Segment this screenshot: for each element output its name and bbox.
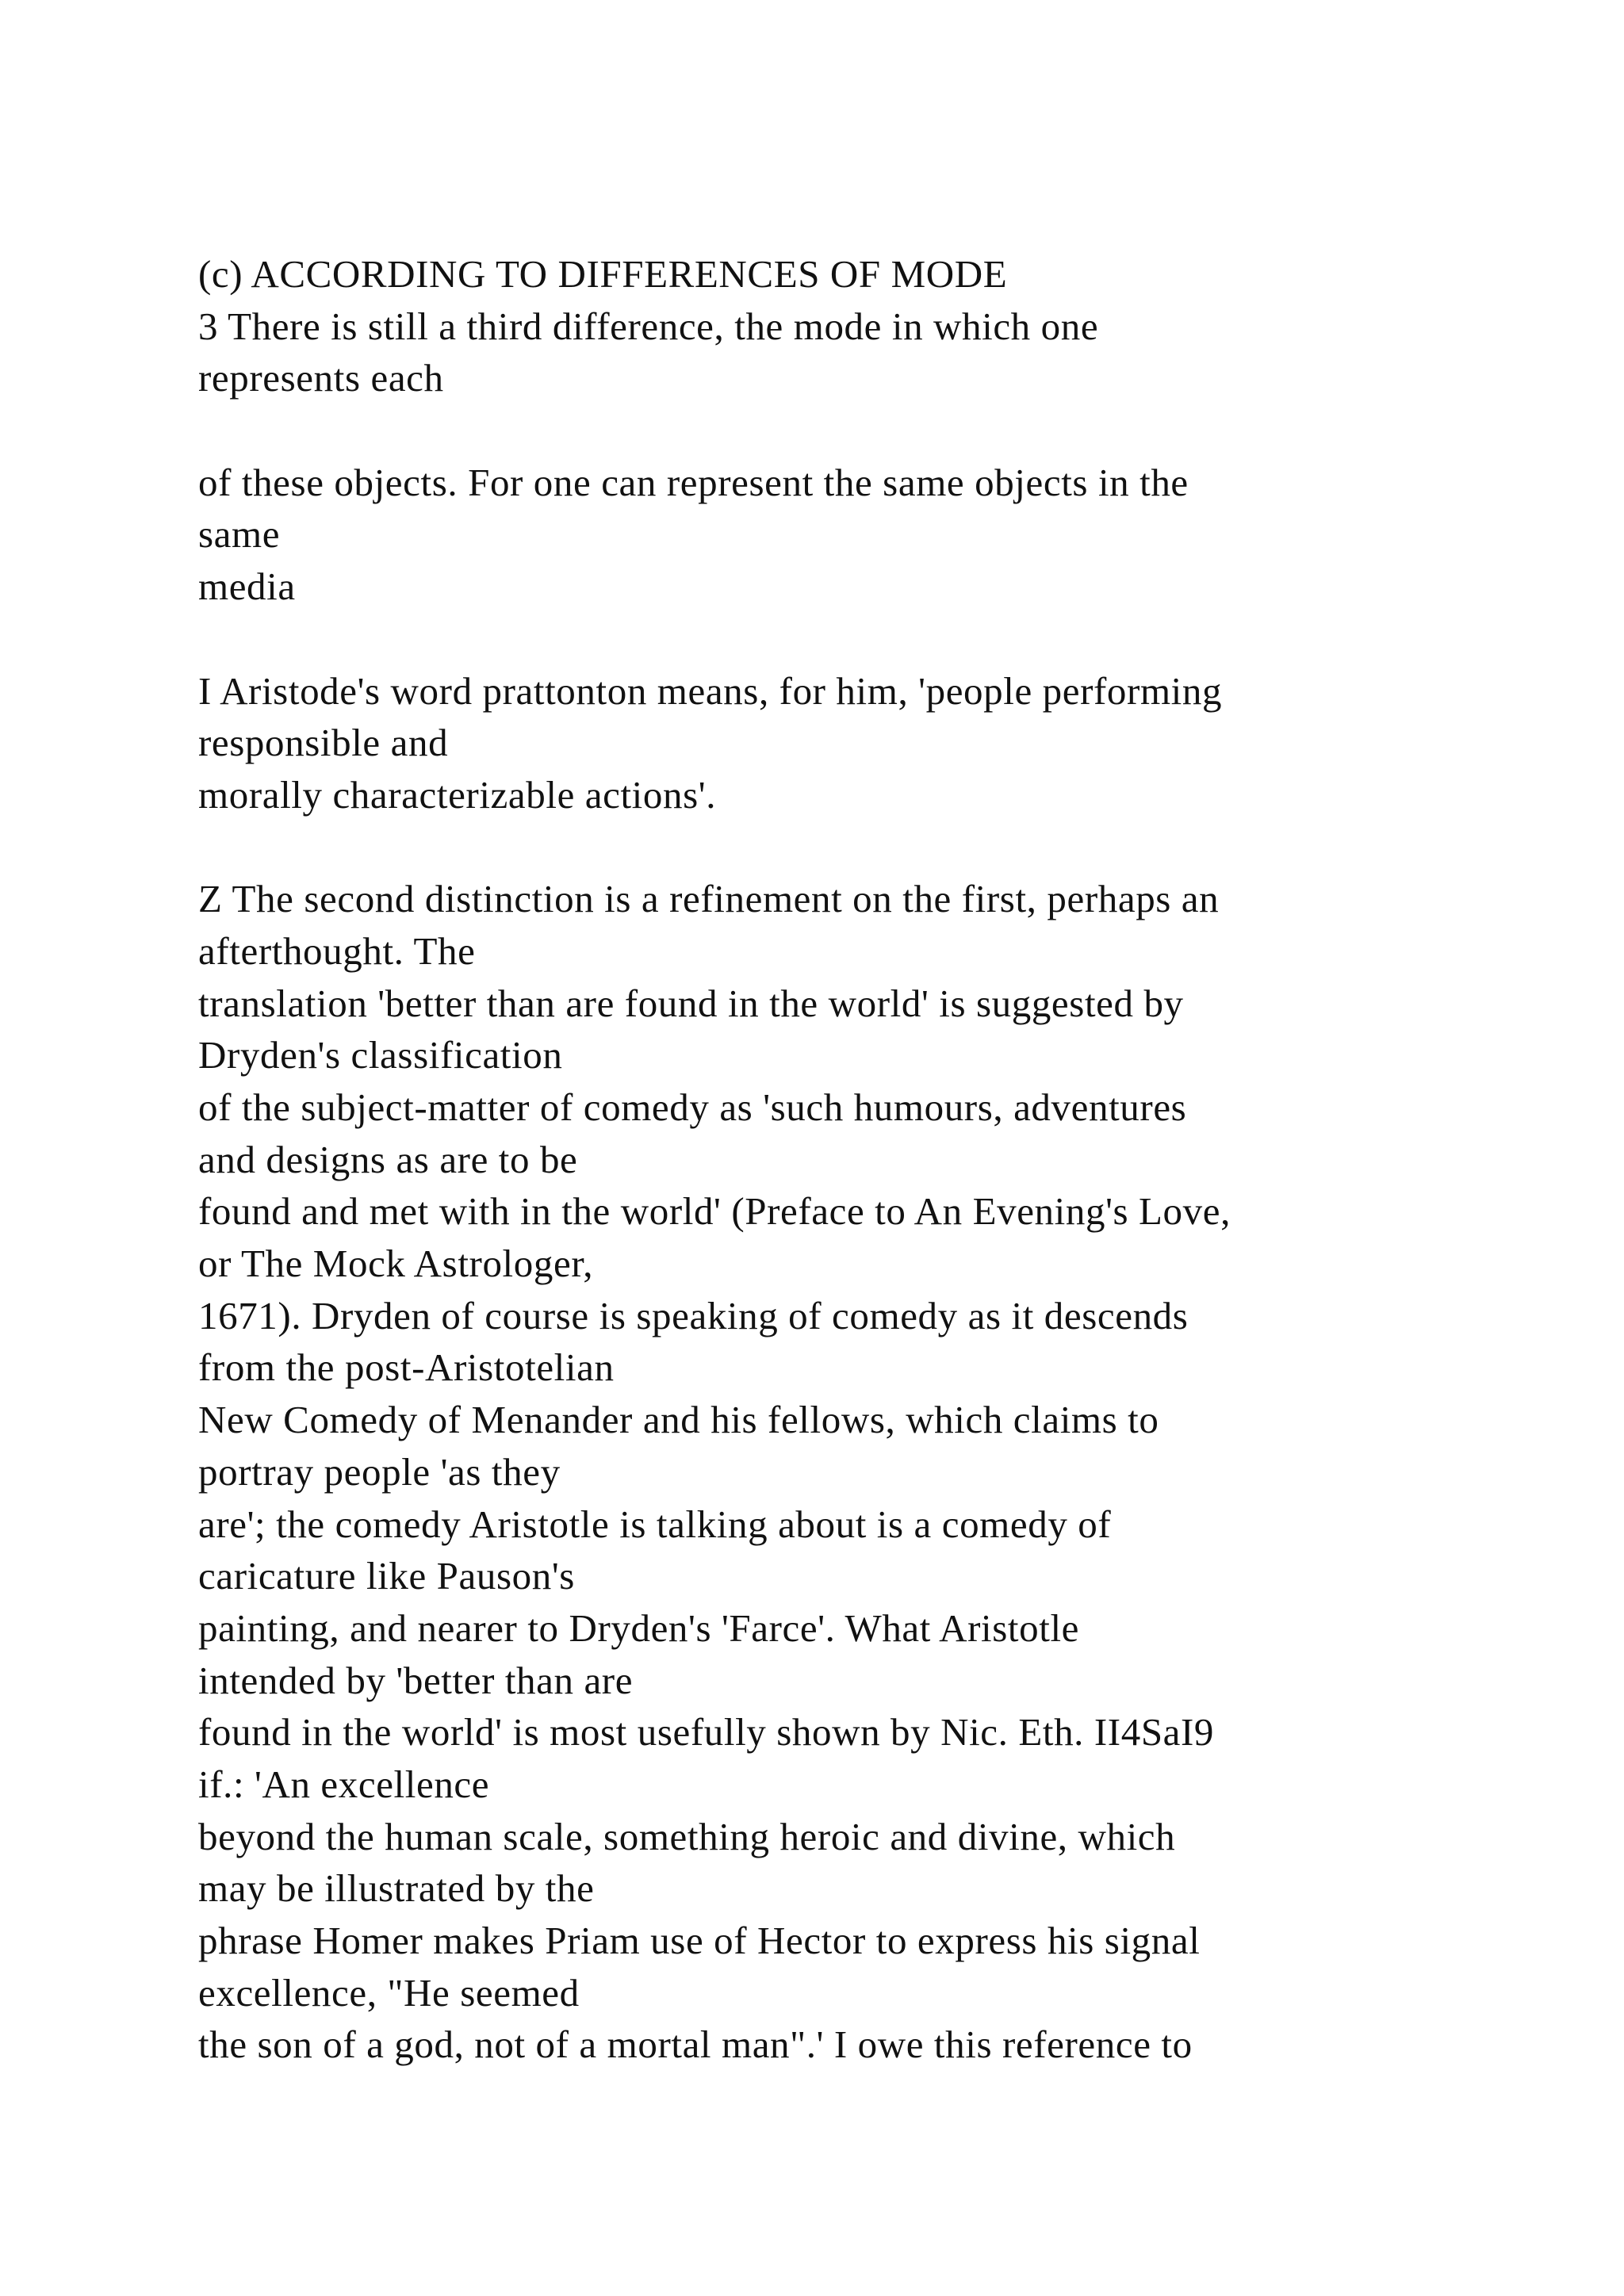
footnote-line: beyond the human scale, something heroic and divine, which	[198, 1814, 1176, 1858]
section-heading: (c) ACCORDING TO DIFFERENCES OF MODE	[198, 252, 1008, 296]
footnote-line: of the subject-matter of comedy as 'such humours, adventures	[198, 1085, 1187, 1129]
footnote-line: portray people 'as they	[198, 1449, 561, 1494]
footnote-line: morally characterizable actions'.	[198, 772, 717, 817]
footnote-line: painting, and nearer to Dryden's 'Farce'. What Aristotle	[198, 1605, 1080, 1650]
footnote-line: and designs as are to be	[198, 1137, 578, 1181]
footnote-line: caricature like Pauson's	[198, 1554, 575, 1598]
paragraph-line: represents each	[198, 356, 444, 400]
footnote-line: from the post-Aristotelian	[198, 1345, 615, 1390]
footnote-line: the son of a god, not of a mortal man".' I owe this reference to	[198, 2022, 1193, 2067]
footnote-line: New Comedy of Menander and his fellows, which claims to	[198, 1398, 1159, 1442]
paragraph-spacer	[198, 821, 1562, 874]
paragraph-spacer	[198, 613, 1562, 665]
footnote-line: may be illustrated by the	[198, 1866, 595, 1911]
footnote-line: Dryden's classification	[198, 1033, 563, 1077]
footnote-line: found in the world' is most usefully shown by Nic. Eth. II4SaI9	[198, 1710, 1215, 1755]
footnote-line: Z The second distinction is a refinement on the first, perhaps an	[198, 877, 1220, 921]
footnote-line: are'; the comedy Aristotle is talking about is a comedy of	[198, 1502, 1112, 1546]
footnote-line: if.: 'An excellence	[198, 1762, 490, 1806]
footnote-line: intended by 'better than are	[198, 1658, 634, 1702]
footnote-line: found and met with in the world' (Preface to An Evening's Love,	[198, 1189, 1231, 1234]
footnote-line: 1671). Dryden of course is speaking of comedy as it descends	[198, 1293, 1189, 1337]
footnote-line: excellence, "He seemed	[198, 1970, 580, 2015]
footnote-line: responsible and	[198, 721, 449, 765]
paragraph-line: of these objects. For one can represent the same objects in the	[198, 460, 1189, 504]
footnote-line: I Aristode's word prattonton means, for him, 'people performing	[198, 668, 1223, 713]
document-body	[198, 248, 1562, 2071]
footnote-line: or The Mock Astrologer,	[198, 1242, 594, 1286]
paragraph-spacer	[198, 404, 1562, 457]
footnote-line: phrase Homer makes Priam use of Hector to express his signal	[198, 1919, 1201, 1962]
footnote-line: translation 'better than are found in the world' is suggested by	[198, 981, 1184, 1025]
paragraph-line: media	[198, 564, 296, 609]
paragraph-line: 3 There is still a third difference, the mode in which one	[198, 304, 1099, 348]
footnote-line: afterthought. The	[198, 928, 476, 973]
paragraph-line: same	[198, 512, 281, 557]
